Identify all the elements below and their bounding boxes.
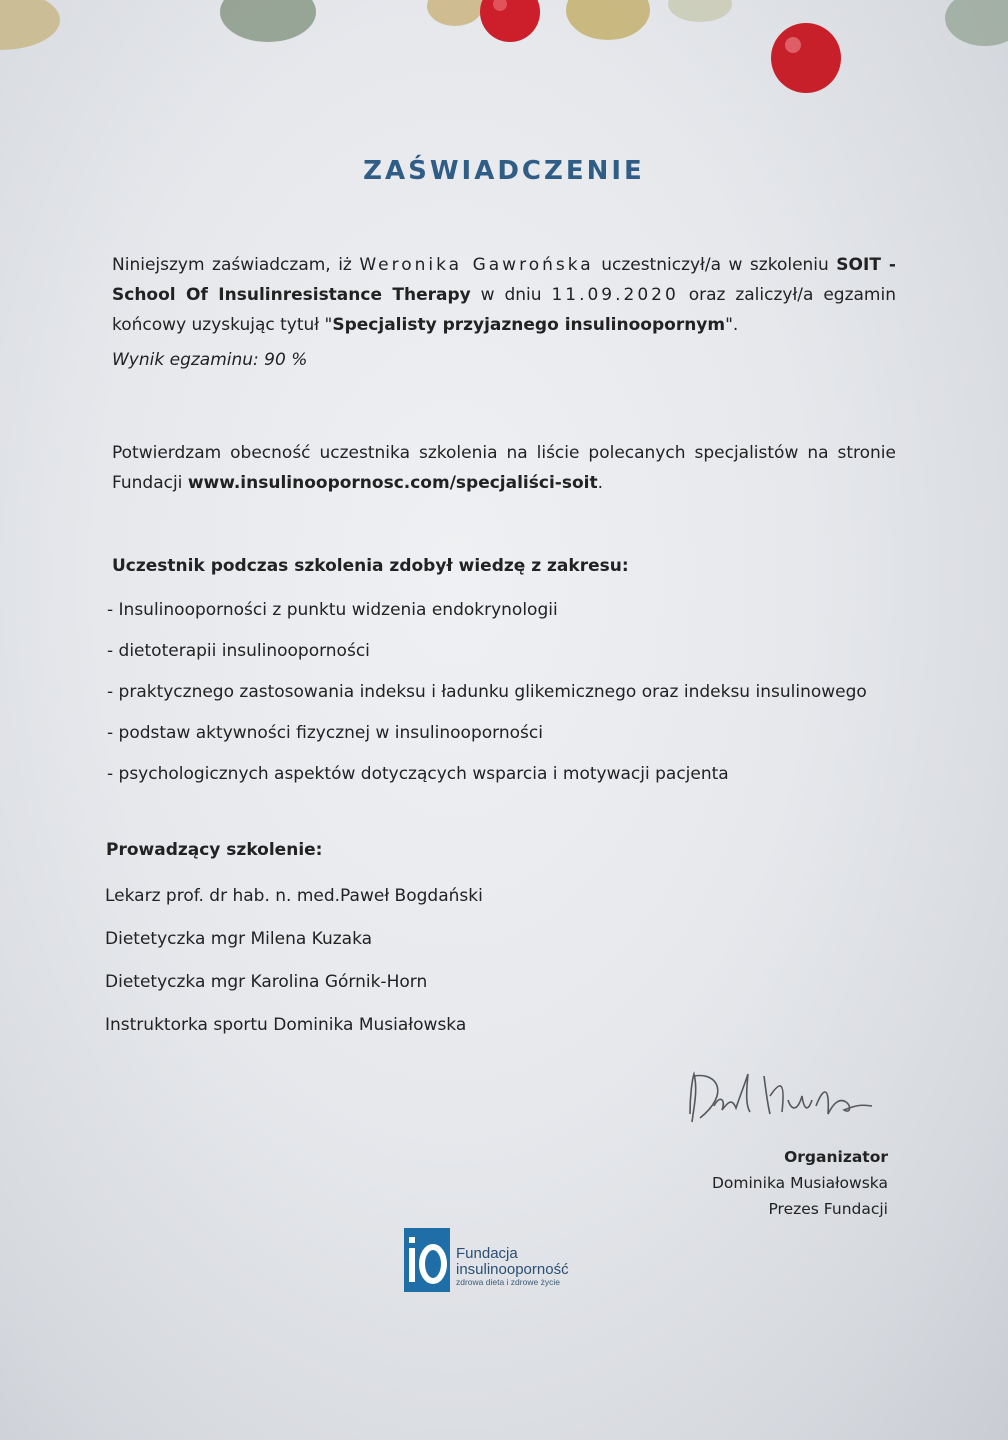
foundation-url: www.insulinoopornosc.com/specjaliści-soit xyxy=(187,473,598,493)
io-logo-icon xyxy=(404,1228,450,1292)
intro-paragraph xyxy=(112,250,896,340)
organizer-block xyxy=(712,1144,888,1222)
organizer-label: Organizator xyxy=(784,1148,888,1166)
logo-tagline: zdrowa dieta i zdrowe życie xyxy=(456,1277,560,1287)
leaf-decoration xyxy=(220,0,316,42)
intro-text: uczestniczył/a w szkoleniu xyxy=(593,255,837,275)
course-date: 11.09.2020 xyxy=(551,285,679,305)
logo-line-1: Fundacja xyxy=(456,1245,518,1262)
certificate-title: ZAŚWIADCZENIE xyxy=(363,156,645,186)
decorative-fruit-border xyxy=(0,0,1008,110)
leaf-decoration xyxy=(566,0,650,40)
organizer-name: Dominika Musiałowska xyxy=(711,1174,888,1192)
berry-decoration xyxy=(480,0,540,42)
list-item: - Insulinooporności z punktu widzenia endokrynologii xyxy=(107,600,558,620)
course-name: SOIT - School Of Insulinresistance Therapy xyxy=(112,255,896,305)
berry-decoration xyxy=(771,23,841,93)
intro-text: ". xyxy=(725,315,739,335)
knowledge-heading: Uczestnik podczas szkolenia zdobył wiedzę z zakresu: xyxy=(112,556,629,576)
instructors-list xyxy=(105,881,483,1053)
berry-highlight xyxy=(785,37,801,53)
leaf-decoration xyxy=(0,0,60,50)
confirmation-text: Potwierdzam obecność uczestnika szkolenia na liście polecanych specjalistów na stronie Fundacji xyxy=(112,443,896,493)
leaf-decoration xyxy=(427,0,483,26)
logo-text xyxy=(456,1246,569,1287)
logo-line-2: insulinooporność xyxy=(456,1261,569,1278)
exam-result: Wynik egzaminu: 90 % xyxy=(112,350,308,370)
list-item: - dietoterapii insulinooporności xyxy=(107,641,370,661)
handwritten-signature xyxy=(684,1066,884,1136)
awarded-title: Specjalisty przyjaznego insulinoopornym xyxy=(332,315,726,335)
organizer-role: Prezes Fundacji xyxy=(768,1200,888,1218)
leaf-decoration xyxy=(945,0,1008,46)
leaf-decoration xyxy=(668,0,732,22)
confirmation-paragraph xyxy=(112,438,896,498)
instructors-heading: Prowadzący szkolenie: xyxy=(106,840,323,860)
intro-text: oraz zaliczył/a egzamin końcowy uzyskując tytuł " xyxy=(112,285,896,335)
list-item: Dietetyczka mgr Milena Kuzaka xyxy=(105,929,373,949)
intro-text: w dniu xyxy=(470,285,552,305)
list-item: Dietetyczka mgr Karolina Górnik-Horn xyxy=(105,972,428,992)
list-item: - psychologicznych aspektów dotyczących wsparcia i motywacji pacjenta xyxy=(107,764,729,784)
confirmation-text: . xyxy=(597,473,603,493)
list-item: Lekarz prof. dr hab. n. med.Paweł Bogdański xyxy=(105,886,483,906)
list-item: - podstaw aktywności fizycznej w insulinooporności xyxy=(107,723,543,743)
intro-text: Niniejszym zaświadczam, iż xyxy=(112,255,360,275)
participant-name: Weronika Gawrońska xyxy=(359,255,594,275)
list-item: Instruktorka sportu Dominika Musiałowska xyxy=(105,1015,467,1035)
list-item: - praktycznego zastosowania indeksu i ładunku glikemicznego oraz indeksu insulinowego xyxy=(107,682,867,702)
knowledge-list xyxy=(107,595,867,800)
foundation-logo xyxy=(404,1228,594,1294)
